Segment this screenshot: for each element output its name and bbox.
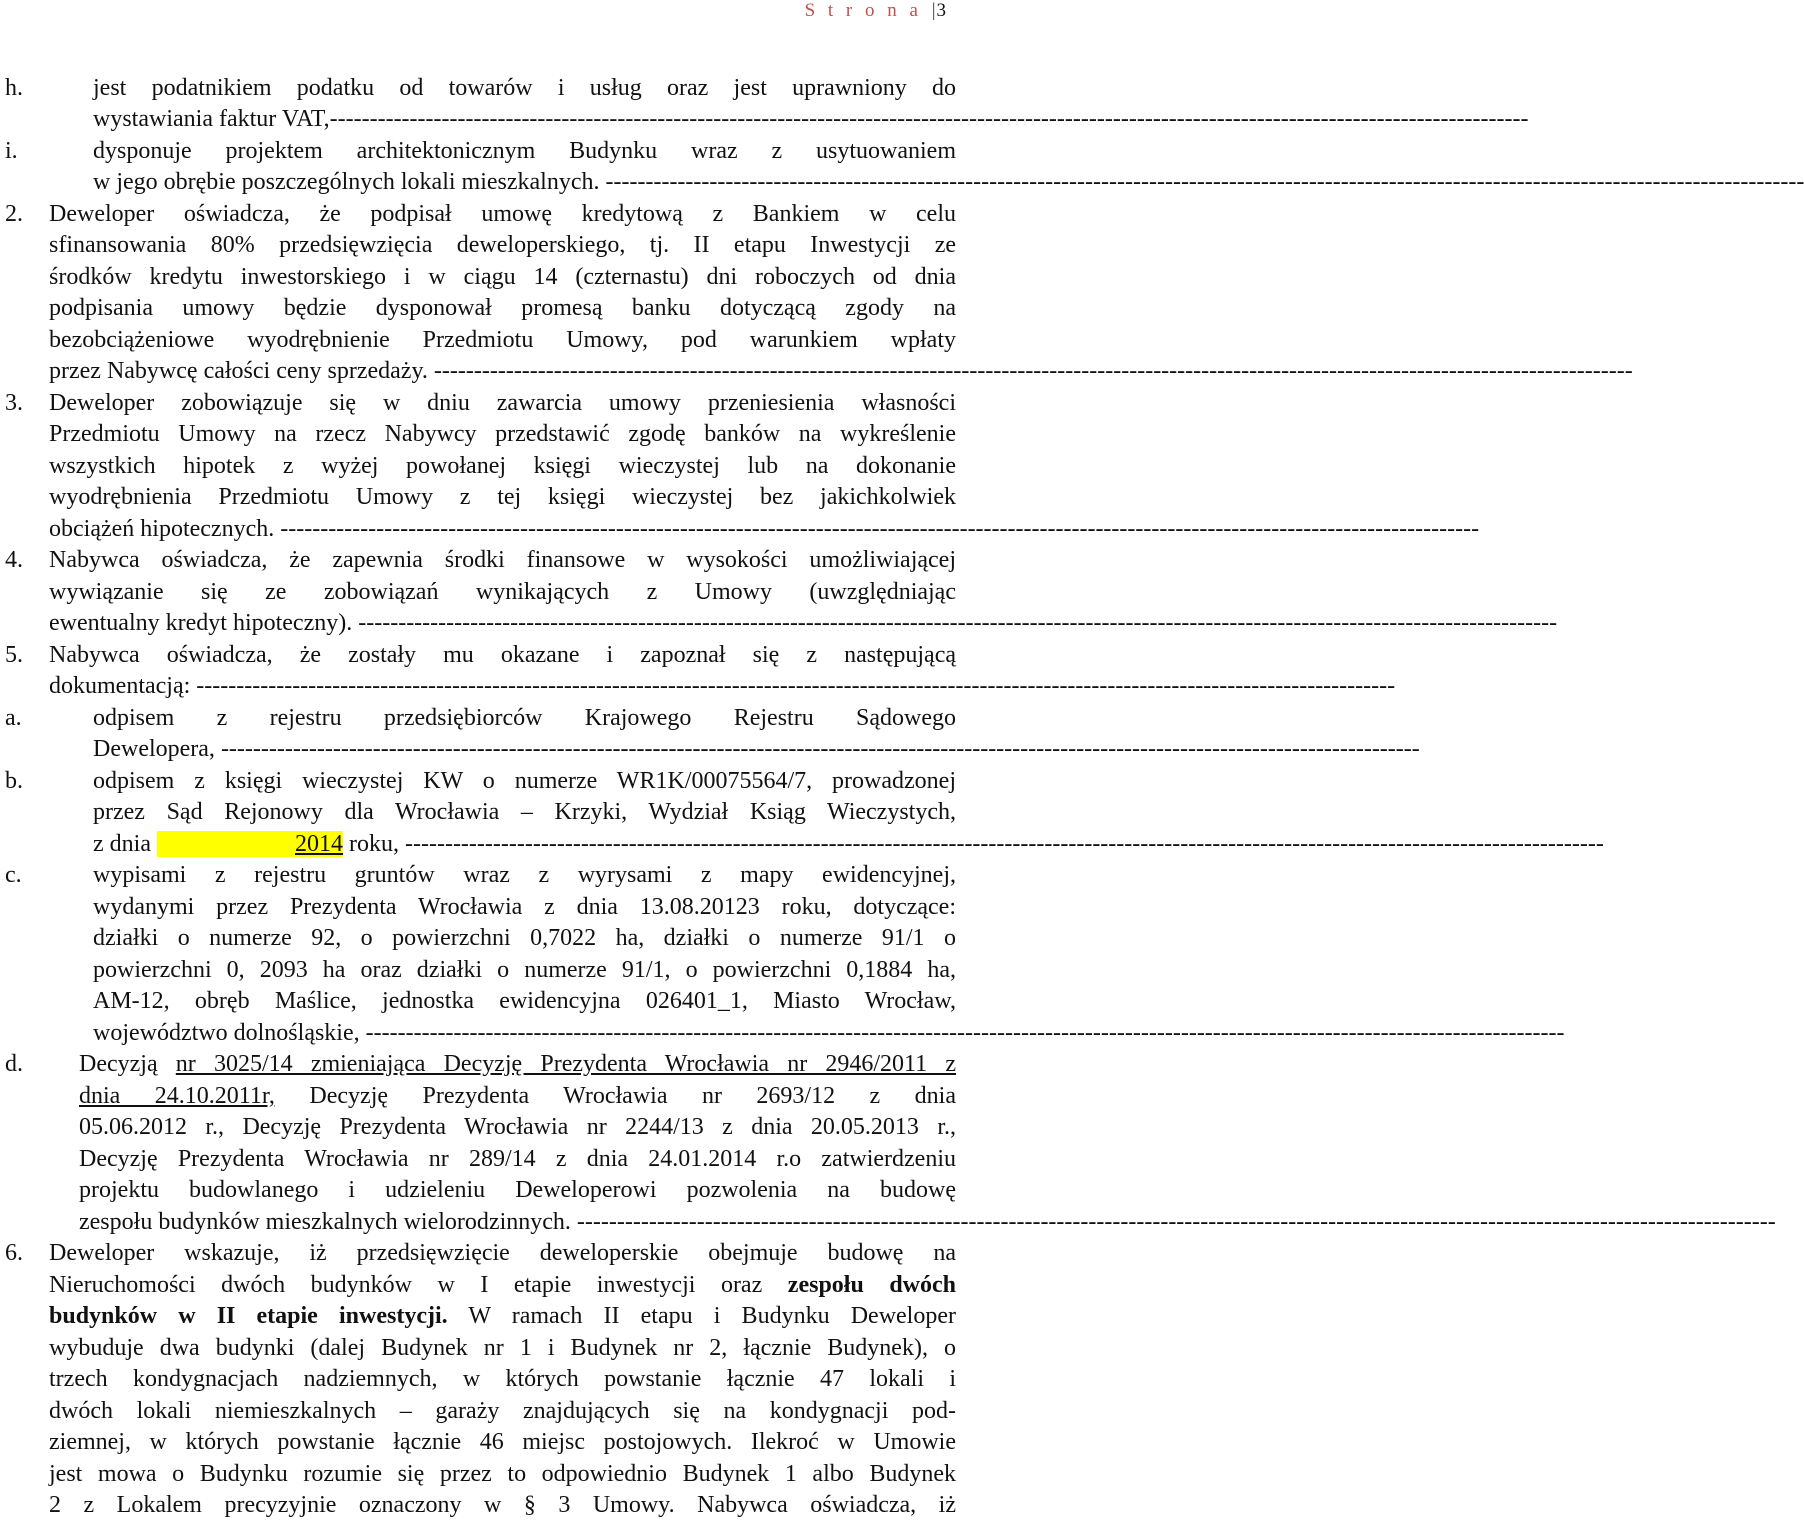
item-marker: c. [5, 862, 22, 888]
paragraph-marker: 4. [5, 547, 23, 573]
paragraph-3-line-1 [0, 388, 960, 420]
paragraph-6-text: 2 z Lokalem precyzyjnie oznaczony w § 3 Umowy. Nabywca oświadcza, iż [49, 1492, 956, 1518]
decision-date-underlined: dnia 24.10.2011r, [79, 1083, 275, 1109]
paragraph-marker: 5. [5, 642, 23, 668]
page-label: S t r o n a [804, 0, 922, 21]
paragraph-3-text: wyodrębnienia Przedmiotu Umowy z tej księgi wieczystej bez jakichkolwiek [49, 484, 956, 510]
item-c-text: wypisami z rejestru gruntów wraz z wyrysami z mapy ewidencyjnej, [93, 862, 956, 888]
paragraph-6-text: trzech kondygnacjach nadziemnych, w których powstanie łącznie 47 lokali i [49, 1366, 956, 1392]
item-c-line-1 [0, 860, 960, 892]
dash-filler: ------------------------------------------------------------------------------------------------------------------------------------------------------ [433, 358, 1633, 384]
paragraph-6-bold-text: zespołu dwóch [787, 1272, 957, 1298]
dash-filler: ------------------------------------------------------------------------------------------------------------------------------------------------------ [329, 106, 1529, 132]
item-c-text: działki o numerze 92, o powierzchni 0,7022 ha, działki o numerze 91/1 o [93, 925, 956, 951]
item-c-text: wydanymi przez Prezydenta Wrocławia z dnia 13.08.20123 roku, dotyczące: [93, 894, 956, 920]
paragraph-3-text: Deweloper zobowiązuje się w dniu zawarcia umowy przeniesienia własności [49, 390, 956, 416]
item-h-line-2 [0, 104, 1529, 136]
dash-filler: ------------------------------------------------------------------------------------------------------------------------------------------------------ [605, 169, 1804, 195]
paragraph-2-text: przez Nabywcę całości ceny sprzedaży. [49, 358, 428, 384]
item-i-line-1 [0, 136, 960, 168]
paragraph-2-text: środków kredytu inwestorskiego i w ciągu 14 (czternastu) dni roboczych od dnia [49, 264, 956, 290]
item-marker: a. [5, 705, 22, 731]
dash-filler: ------------------------------------------------------------------------------------------------------------------------------------------------------ [365, 1020, 1565, 1046]
dash-filler: ------------------------------------------------------------------------------------------------------------------------------------------------------ [358, 610, 1558, 636]
paragraph-6-text: W ramach II etapu i Budynku Deweloper [468, 1303, 956, 1329]
date-blank-highlight [157, 831, 343, 857]
item-b-text: z dnia [93, 831, 151, 857]
item-i-text: w jego obrębie poszczególnych lokali mieszkalnych. [93, 169, 600, 195]
item-d-text: projektu budowlanego i udzieleniu Deweloperowi pozwolenia na budowę [79, 1177, 956, 1203]
paragraph-3-text: Przedmiotu Umowy na rzecz Nabywcy przedstawić zgodę banków na wykreślenie [49, 421, 956, 447]
item-b-text: odpisem z księgi wieczystej KW o numerze WR1K/00075564/7, prowadzonej [93, 768, 956, 794]
item-d-text: Decyzją [79, 1051, 158, 1077]
page-header [805, 0, 946, 26]
item-d-text: 05.06.2012 r., Decyzję Prezydenta Wrocławia nr 2244/13 z dnia 20.05.2013 r., [79, 1114, 956, 1140]
item-d-text: Decyzję Prezydenta Wrocławia nr 289/14 z dnia 24.01.2014 r.o zatwierdzeniu [79, 1146, 956, 1172]
paragraph-3-text: wszystkich hipotek z wyżej powołanej księgi wieczystej lub na dokonanie [49, 453, 956, 479]
paragraph-6-text: ziemnej, w których powstanie łącznie 46 miejsc postojowych. Ilekroć w Umowie [49, 1429, 956, 1455]
item-marker: b. [5, 768, 23, 794]
paragraph-4-text: Nabywca oświadcza, że zapewnia środki finansowe w wysokości umożliwiającej [49, 547, 956, 573]
item-a-text: Dewelopera, [93, 736, 215, 762]
dash-filler: ------------------------------------------------------------------------------------------------------------------------------------------------------ [404, 831, 1604, 857]
item-a-line-1 [0, 703, 960, 735]
item-marker: h. [5, 75, 23, 101]
paragraph-2-text: bezobciążeniowe wyodrębnienie Przedmiotu Umowy, pod warunkiem wpłaty [49, 327, 956, 353]
paragraph-2-text: Deweloper oświadcza, że podpisał umowę kredytową z Bankiem w celu [49, 201, 956, 227]
item-b-line-1 [0, 766, 960, 798]
item-a-text: odpisem z rejestru przedsiębiorców Krajowego Rejestru Sądowego [93, 705, 956, 731]
item-c-text: województwo dolnośląskie, [93, 1020, 360, 1046]
item-b-text: roku, [348, 831, 399, 857]
paragraph-2-line-1 [0, 199, 960, 231]
dash-filler: ------------------------------------------------------------------------------------------------------------------------------------------------------ [576, 1209, 1776, 1235]
item-marker: d. [5, 1051, 23, 1077]
paragraph-6-text: Deweloper wskazuje, iż przedsięwzięcie deweloperskie obejmuje budowę na [49, 1240, 956, 1266]
paragraph-marker: 3. [5, 390, 23, 416]
dash-filler: ------------------------------------------------------------------------------------------------------------------------------------------------------ [280, 516, 1480, 542]
item-h-text: wystawiania faktur VAT, [93, 106, 330, 132]
paragraph-6-text: jest mowa o Budynku rozumie się przez to odpowiednio Budynek 1 albo Budynek [49, 1461, 956, 1487]
paragraph-6-text: Nieruchomości dwóch budynków w I etapie inwestycji oraz [49, 1272, 763, 1298]
item-i-text: dysponuje projektem architektonicznym Budynku wraz z usytuowaniem [93, 138, 956, 164]
item-d-line-1 [0, 1049, 960, 1081]
item-marker: i. [5, 138, 18, 164]
paragraph-2-text: sfinansowania 80% przedsięwzięcia deweloperskiego, tj. II etapu Inwestycji ze [49, 232, 956, 258]
item-d-text: Decyzję Prezydenta Wrocławia nr 2693/12 z dnia [309, 1083, 957, 1109]
item-h-line-1 [0, 73, 960, 105]
item-c-text: powierzchni 0, 2093 ha oraz działki o numerze 91/1, o powierzchni 0,1884 ha, [93, 957, 956, 983]
paragraph-4-text: ewentualny kredyt hipoteczny). [49, 610, 353, 636]
item-h-text: jest podatnikiem podatku od towarów i usług oraz jest uprawniony do [93, 75, 956, 101]
paragraph-6-line-1 [0, 1238, 960, 1270]
date-year: 2014 [294, 831, 343, 857]
item-i-line-2 [0, 167, 1804, 199]
paragraph-2-text: podpisania umowy będzie dysponował promesą banku dotyczącą zgody na [49, 295, 956, 321]
paragraph-6-text: dwóch lokali niemieszkalnych – garaży znajdujących się na kondygnacji pod- [49, 1398, 956, 1424]
page-number: 3 [936, 0, 946, 21]
paragraph-6-text: wybuduje dwa budynki (dalej Budynek nr 1 i Budynek nr 2, łącznie Budynek), o [49, 1335, 956, 1361]
decision-reference-underlined: nr 3025/14 zmieniająca Decyzję Prezydenta Wrocławia nr 2946/2011 z [175, 1051, 956, 1077]
item-c-text: AM-12, obręb Maślice, jednostka ewidencyjna 026401_1, Miasto Wrocław, [93, 988, 956, 1014]
item-d-text: zespołu budynków mieszkalnych wielorodzinnych. [79, 1209, 571, 1235]
paragraph-6-bold-text: budynków w II etapie inwestycji. [49, 1303, 448, 1329]
paragraph-marker: 2. [5, 201, 23, 227]
paragraph-marker: 6. [5, 1240, 23, 1266]
paragraph-5-line-1 [0, 640, 960, 672]
paragraph-3-text: obciążeń hipotecznych. [49, 516, 275, 542]
dash-filler: ------------------------------------------------------------------------------------------------------------------------------------------------------ [196, 673, 1396, 699]
paragraph-4-text: wywiązanie się ze zobowiązań wynikających z Umowy (uwzględniając [49, 579, 956, 605]
paragraph-4-line-1 [0, 545, 960, 577]
paragraph-5-text: Nabywca oświadcza, że zostały mu okazane i zapoznał się z następującą [49, 642, 956, 668]
paragraph-5-text: dokumentacją: [49, 673, 191, 699]
page-separator: | [931, 0, 936, 21]
dash-filler: ------------------------------------------------------------------------------------------------------------------------------------------------------ [220, 736, 1420, 762]
item-b-text: przez Sąd Rejonowy dla Wrocławia – Krzyki, Wydział Ksiąg Wieczystych, [93, 799, 956, 825]
